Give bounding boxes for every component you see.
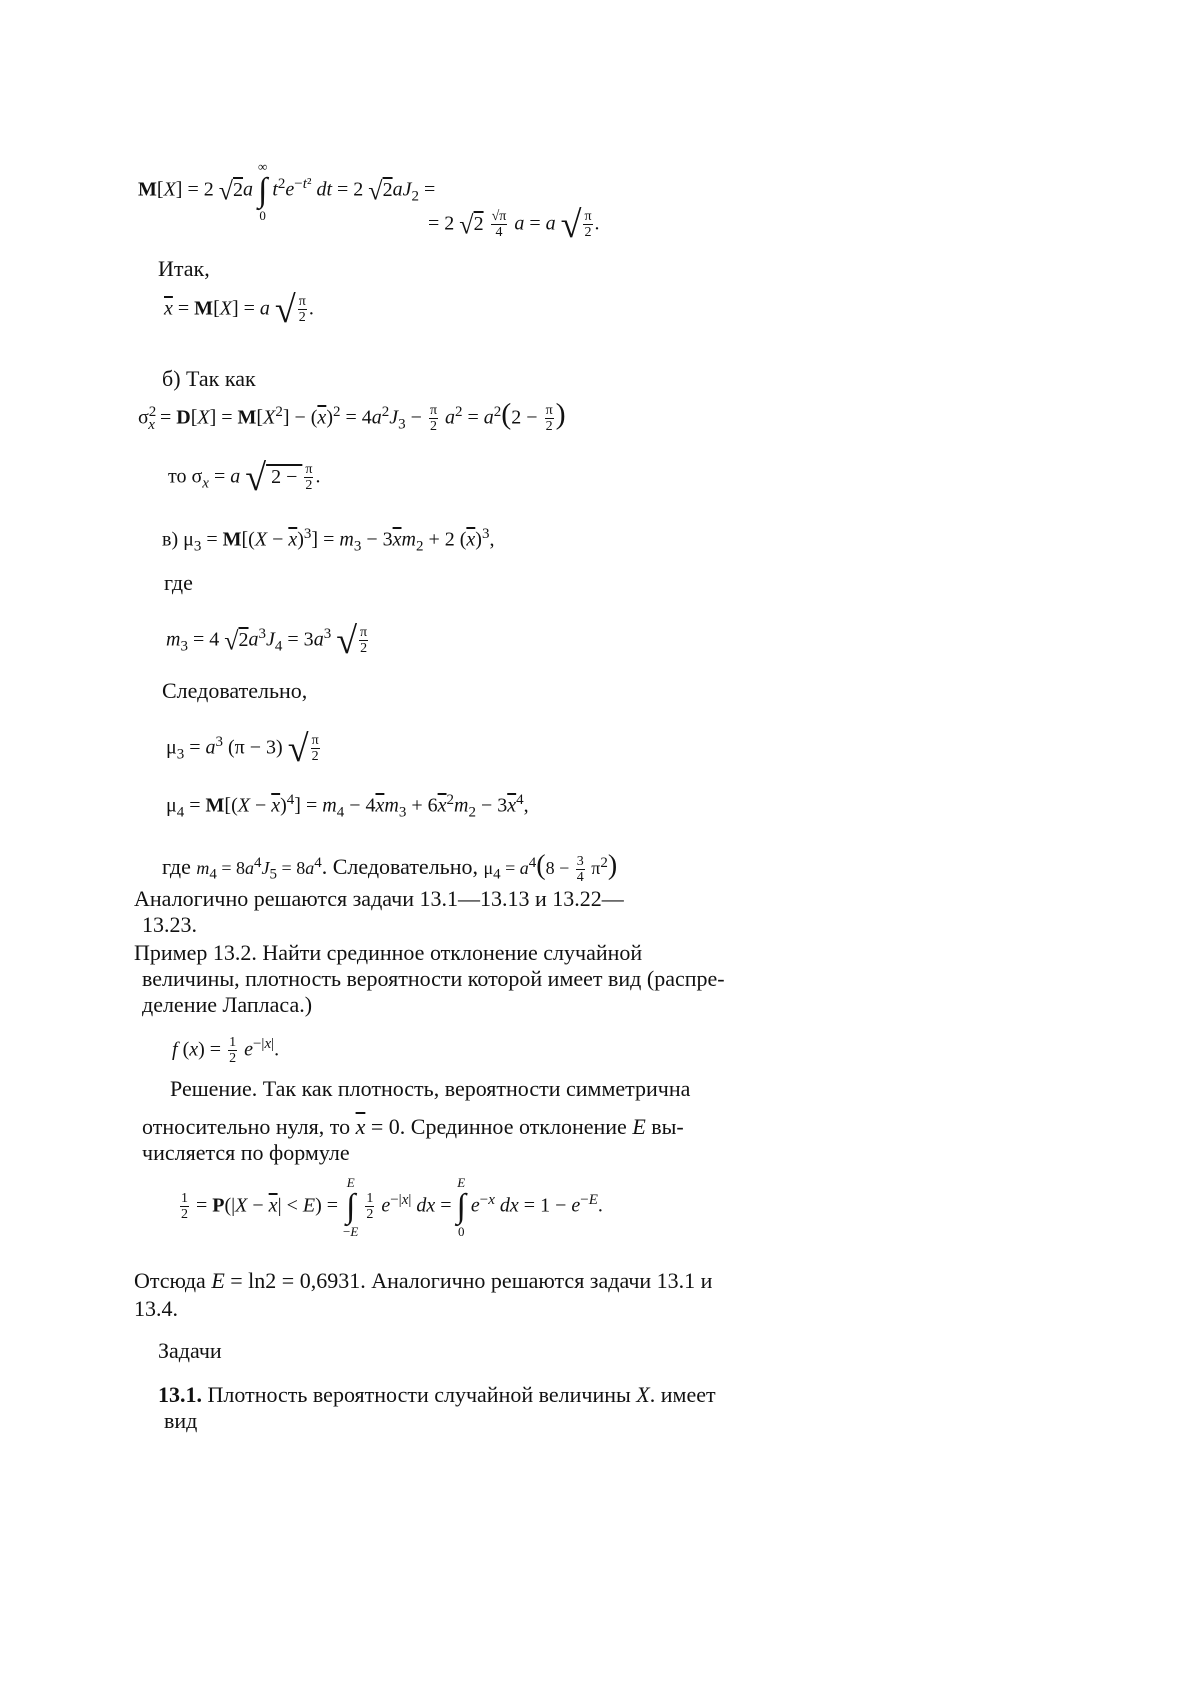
text-example-line1: Пример 13.2. Найти срединное отклонение случайной xyxy=(134,940,643,965)
text-solution-line2c: вы- xyxy=(651,1114,684,1139)
formula-mu3: в) $\mu_3 = M[(X - \overline{x})^3] = m_3 - 3\overline{x}m_2 + 2$ $(\overline{x})^3$, xyxy=(162,526,495,555)
text-v: в) xyxy=(162,528,179,551)
text-to: то xyxy=(168,465,187,488)
formula-variance: $\sigma^2_x = D[X] = M[X^2] - (\overline{x})^2 = 4a^2J_3$ − $\frac{\pi}{2}$ $a^2 = a^2(2$ − $\frac{\pi}{2}$ ) xyxy=(138,397,566,435)
text-gde2: где xyxy=(162,854,191,879)
text-example-line2: величины, плотность вероятности которой имеет вид (распре- xyxy=(142,966,725,991)
task-13-1-line1: 13.1. Плотность вероятности случайной величины X. имеет xyxy=(158,1382,716,1407)
text-itak: Итак, xyxy=(158,256,210,281)
text-solution-line1: Решение. Так как плотность, вероятности симметрична xyxy=(170,1076,691,1101)
text-otsyuda-a: Отсюда xyxy=(134,1268,206,1293)
formula-m3: $m_3 = 4$ $√2a^3J_4 = 3a^3$ √ $\frac{\pi}{2}$ xyxy=(166,620,368,663)
formula-sigma: то $\sigma_x = a$ √ 2 − $\frac{\pi}{2}$ . xyxy=(168,457,321,499)
formula-median: $\frac{1}{2}$ = $P(|X - \overline{x}| < E)$ = E ∫ −E $\frac{1}{2}$ $e^{-|x|}$ dx = E ∫ 0 $e^{-x}$ dx = $1 - e^{-E}$. xyxy=(181,1175,603,1239)
text-analog1-line2: 13.23. xyxy=(142,912,197,937)
text-task-line2: вид xyxy=(164,1408,198,1433)
task-line1b: имеет xyxy=(660,1382,716,1407)
text-example-line3: деление Лапласа.) xyxy=(142,992,313,1017)
text-gde: где xyxy=(164,570,193,595)
text-sledovatelno: Следовательно, xyxy=(162,678,308,703)
text-solution-line2b: . Срединное отклонение xyxy=(399,1114,627,1139)
formula-mean-line2: = 2 √2 $\frac{√\pi}{4}$ a = a √ $\frac{\pi}{2}$ . xyxy=(428,204,600,246)
task-number: 13.1. xyxy=(158,1382,202,1407)
text-analog1-line1: Аналогично решаются задачи 13.1—13.13 и 13.22— xyxy=(134,886,624,911)
text-otsyuda-b: = ln2 = 0,6931. Аналогично решаются задачи 13.1 и xyxy=(230,1268,713,1293)
text-tak-kak: б) Так как xyxy=(162,366,256,391)
formula-m4-line: где $m_4 = 8a^4J_5 = 8a^4$. Следовательно, $\mu_4 = a^4(8$ − $\frac{3}{4}$ $\pi^2$) xyxy=(162,850,618,885)
formula-mu4: $\mu_4 = M[(X - \overline{x})^4] = m_4 - 4\overline{x}m_3 + 6\overline{x}^2m_2 - 3\overline{x}^4$, xyxy=(166,792,529,821)
text-sled2: . Следовательно, xyxy=(321,854,478,879)
solution-line2: относительно нуля, то $\overline{x} = 0$. Срединное отклонение E вы- xyxy=(142,1114,684,1139)
heading-zadachi: Задачи xyxy=(158,1338,222,1363)
formula-mu3-result: $\mu_3 = a^3$ (π − 3) √ $\frac{\pi}{2}$ xyxy=(166,728,319,771)
task-line1: Плотность вероятности случайной величины xyxy=(207,1382,631,1407)
formula-xbar: $\overline{x} = M[X] = a$ √ $\frac{\pi}{2}$ . xyxy=(164,289,314,331)
text-otsyuda-line2: 13.4. xyxy=(134,1296,178,1321)
text-solution-line2a: относительно нуля, то xyxy=(142,1114,351,1139)
otsyuda-line1: Отсюда E = ln2 = 0,6931. Аналогично решаются задачи 13.1 и xyxy=(134,1268,713,1293)
text-solution-line3: числяется по формуле xyxy=(142,1140,350,1165)
formula-laplace: f (x) = $\frac{1}{2}$ $e^{-|x|}$. xyxy=(172,1035,280,1067)
formula-mean-line1: M[X] = 2 √2a ∞ ∫ 0 $t^2e^{-t^2}$ dt = 2 $√2aJ_2$ = xyxy=(138,159,436,223)
